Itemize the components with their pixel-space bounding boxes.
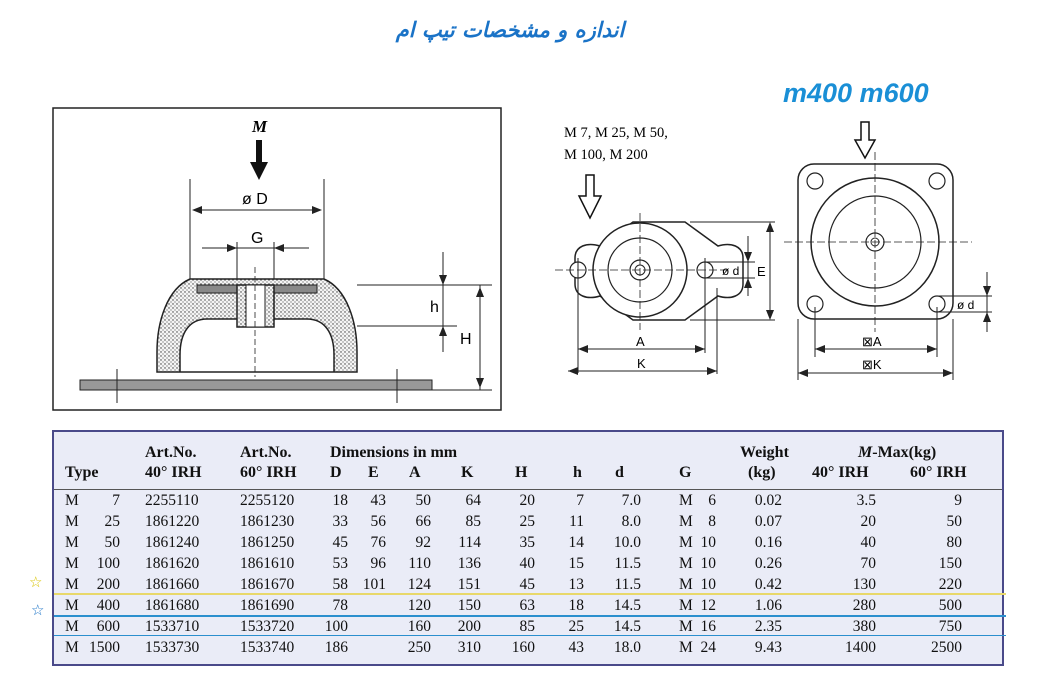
cell-type-prefix: M bbox=[65, 597, 79, 614]
header-irh40: 40° IRH bbox=[145, 464, 202, 481]
cell-g-prefix: M bbox=[679, 534, 693, 551]
cell-m40: 20 bbox=[860, 513, 876, 530]
down-arrow-icon-2 bbox=[855, 122, 875, 158]
cell-A: 66 bbox=[415, 513, 431, 530]
cell-m40: 70 bbox=[860, 555, 876, 572]
cell-g-prefix: M bbox=[679, 639, 693, 656]
thread-bore bbox=[246, 285, 265, 327]
cell-m60: 9 bbox=[954, 492, 962, 509]
sqK-label: ⊠K bbox=[862, 357, 882, 372]
cell-D: 186 bbox=[324, 639, 348, 656]
header-irh60: 60° IRH bbox=[240, 464, 297, 481]
header-art-no-60: Art.No. bbox=[240, 444, 292, 461]
header-mmax-60: 60° IRH bbox=[910, 464, 967, 481]
model-label: m400 m600 bbox=[783, 78, 929, 108]
cell-art60: 1861690 bbox=[240, 597, 295, 614]
cell-weight: 1.06 bbox=[754, 597, 782, 614]
cell-weight: 0.16 bbox=[754, 534, 782, 551]
table-row bbox=[54, 492, 1002, 513]
header-art-no-40: Art.No. bbox=[145, 444, 197, 461]
cell-h: 14 bbox=[568, 534, 584, 551]
cell-H: 45 bbox=[519, 576, 535, 593]
cell-K: 64 bbox=[465, 492, 481, 509]
star-marker-2: ☆ bbox=[31, 601, 45, 619]
table-row bbox=[54, 618, 1002, 639]
table-row bbox=[54, 597, 1002, 618]
cell-g-prefix: M bbox=[679, 492, 693, 509]
cell-g-num: 12 bbox=[700, 597, 716, 614]
sqA-label: ⊠A bbox=[862, 334, 882, 349]
cell-h: 18 bbox=[568, 597, 584, 614]
cell-art60: 1861250 bbox=[240, 534, 295, 551]
cell-h: 43 bbox=[568, 639, 584, 656]
cell-D: 100 bbox=[324, 618, 348, 635]
cell-d: 7.0 bbox=[621, 492, 641, 509]
cell-m60: 220 bbox=[938, 576, 962, 593]
d-label-square: ø d bbox=[957, 298, 975, 312]
cell-D: 45 bbox=[332, 534, 348, 551]
header-kg: (kg) bbox=[748, 464, 776, 481]
cell-d: 18.0 bbox=[613, 639, 641, 656]
spec-table bbox=[52, 430, 1004, 666]
header-d: d bbox=[615, 464, 624, 481]
cell-g-prefix: M bbox=[679, 576, 693, 593]
header-K: K bbox=[461, 464, 474, 481]
cell-weight: 0.42 bbox=[754, 576, 782, 593]
page-title: اندازه و مشخصات تیپ ام bbox=[395, 18, 625, 42]
cell-type-num: 600 bbox=[96, 618, 120, 635]
cell-art60: 1861670 bbox=[240, 576, 295, 593]
cell-type-prefix: M bbox=[65, 492, 79, 509]
table-row bbox=[54, 639, 1002, 660]
cell-d: 11.5 bbox=[614, 576, 641, 593]
cell-g-num: 16 bbox=[700, 618, 716, 635]
force-label: M bbox=[252, 117, 268, 136]
header-divider bbox=[54, 489, 1002, 490]
cell-K: 85 bbox=[465, 513, 481, 530]
cell-type-num: 100 bbox=[96, 555, 120, 572]
cell-type-num: 200 bbox=[96, 576, 120, 593]
cell-m60: 2500 bbox=[931, 639, 962, 656]
cell-m40: 280 bbox=[852, 597, 876, 614]
cell-g-prefix: M bbox=[679, 597, 693, 614]
cell-type-num: 25 bbox=[104, 513, 120, 530]
cell-g-num: 10 bbox=[700, 555, 716, 572]
header-H: H bbox=[515, 464, 528, 481]
cell-m60: 750 bbox=[938, 618, 962, 635]
cell-m40: 40 bbox=[860, 534, 876, 551]
cell-h: 13 bbox=[568, 576, 584, 593]
header-E: E bbox=[368, 464, 379, 481]
cell-H: 63 bbox=[519, 597, 535, 614]
cell-g-num: 10 bbox=[700, 534, 716, 551]
cell-art40: 1533730 bbox=[145, 639, 200, 656]
cell-weight: 0.07 bbox=[754, 513, 782, 530]
cell-K: 151 bbox=[457, 576, 481, 593]
cell-K: 200 bbox=[457, 618, 481, 635]
small-types-line1: M 7, M 25, M 50, bbox=[564, 125, 668, 141]
cell-H: 85 bbox=[519, 618, 535, 635]
small-types-drawing bbox=[545, 118, 790, 383]
cell-art40: 1861220 bbox=[145, 513, 200, 530]
cell-g-prefix: M bbox=[679, 555, 693, 572]
cell-K: 136 bbox=[457, 555, 481, 572]
cell-H: 25 bbox=[519, 513, 535, 530]
cell-m40: 130 bbox=[852, 576, 876, 593]
header-mmax: M-Max(kg) bbox=[858, 444, 937, 461]
cell-g-num: 8 bbox=[708, 513, 716, 530]
cell-type-num: 50 bbox=[104, 534, 120, 551]
header-weight: Weight bbox=[740, 444, 789, 461]
h-label: h bbox=[430, 299, 439, 316]
table-row bbox=[54, 534, 1002, 555]
cell-h: 11 bbox=[569, 513, 584, 530]
cell-A: 250 bbox=[407, 639, 431, 656]
square-flange-drawing bbox=[776, 112, 1006, 397]
down-arrow-icon bbox=[579, 175, 601, 218]
cell-art60: 2255120 bbox=[240, 492, 295, 509]
header-h: h bbox=[573, 464, 582, 481]
cell-A: 120 bbox=[407, 597, 431, 614]
cell-art40: 1861680 bbox=[145, 597, 200, 614]
cell-H: 160 bbox=[511, 639, 535, 656]
cell-m40: 380 bbox=[852, 618, 876, 635]
dia-D-label: ø D bbox=[242, 191, 268, 208]
header-D: D bbox=[330, 464, 342, 481]
cell-H: 20 bbox=[519, 492, 535, 509]
cell-D: 58 bbox=[332, 576, 348, 593]
cell-type-prefix: M bbox=[65, 555, 79, 572]
cell-d: 8.0 bbox=[621, 513, 641, 530]
cell-K: 310 bbox=[457, 639, 481, 656]
cell-K: 150 bbox=[457, 597, 481, 614]
table-row bbox=[54, 513, 1002, 534]
table-row bbox=[54, 555, 1002, 576]
cell-A: 92 bbox=[415, 534, 431, 551]
cell-d: 11.5 bbox=[614, 555, 641, 572]
cell-A: 124 bbox=[407, 576, 431, 593]
cell-art60: 1533720 bbox=[240, 618, 295, 635]
header-dimensions: Dimensions in mm bbox=[330, 444, 458, 461]
cell-d: 10.0 bbox=[613, 534, 641, 551]
cell-h: 25 bbox=[568, 618, 584, 635]
cell-art40: 1861620 bbox=[145, 555, 200, 572]
cell-g-num: 6 bbox=[708, 492, 716, 509]
header-G: G bbox=[679, 464, 692, 481]
cell-g-num: 10 bbox=[700, 576, 716, 593]
H-label: H bbox=[460, 331, 472, 348]
cell-D: 33 bbox=[332, 513, 348, 530]
cell-type-prefix: M bbox=[65, 534, 79, 551]
cell-weight: 9.43 bbox=[754, 639, 782, 656]
cell-art40: 2255110 bbox=[145, 492, 199, 509]
star-marker-1: ☆ bbox=[29, 573, 43, 591]
cell-K: 114 bbox=[458, 534, 481, 551]
cell-m40: 3.5 bbox=[856, 492, 876, 509]
cell-type-num: 400 bbox=[96, 597, 120, 614]
cell-type-prefix: M bbox=[65, 513, 79, 530]
cell-D: 78 bbox=[332, 597, 348, 614]
cell-g-prefix: M bbox=[679, 618, 693, 635]
header-mmax-40: 40° IRH bbox=[812, 464, 869, 481]
cell-art60: 1533740 bbox=[240, 639, 295, 656]
cell-g-num: 24 bbox=[700, 639, 716, 656]
cell-weight: 0.02 bbox=[754, 492, 782, 509]
header-type: Type bbox=[65, 464, 99, 481]
cell-type-prefix: M bbox=[65, 639, 79, 656]
d-label-small: ø d bbox=[722, 264, 740, 278]
cell-art60: 1861230 bbox=[240, 513, 295, 530]
cell-weight: 0.26 bbox=[754, 555, 782, 572]
cell-type-prefix: M bbox=[65, 618, 79, 635]
cell-h: 7 bbox=[576, 492, 584, 509]
cell-m60: 80 bbox=[946, 534, 962, 551]
header-A: A bbox=[409, 464, 421, 481]
cell-d: 14.5 bbox=[613, 618, 641, 635]
cell-art60: 1861610 bbox=[240, 555, 295, 572]
cell-E: 96 bbox=[370, 555, 386, 572]
cell-g-prefix: M bbox=[679, 513, 693, 530]
drawing-frame bbox=[53, 108, 501, 410]
cell-type-num: 1500 bbox=[89, 639, 120, 656]
cell-E: 76 bbox=[370, 534, 386, 551]
cell-art40: 1533710 bbox=[145, 618, 200, 635]
cell-E: 101 bbox=[362, 576, 386, 593]
cell-m60: 500 bbox=[938, 597, 962, 614]
cell-D: 53 bbox=[332, 555, 348, 572]
cell-A: 110 bbox=[408, 555, 431, 572]
cell-E: 43 bbox=[370, 492, 386, 509]
cell-E: 56 bbox=[370, 513, 386, 530]
G-label: G bbox=[251, 230, 264, 247]
cell-type-prefix: M bbox=[65, 576, 79, 593]
cell-A: 50 bbox=[415, 492, 431, 509]
cell-d: 14.5 bbox=[613, 597, 641, 614]
cell-m60: 50 bbox=[946, 513, 962, 530]
small-types-line2: M 100, M 200 bbox=[564, 147, 648, 163]
A-label: A bbox=[636, 334, 645, 349]
E-label: E bbox=[757, 264, 766, 279]
cell-m40: 1400 bbox=[845, 639, 876, 656]
table-row bbox=[54, 576, 1002, 597]
cell-type-num: 7 bbox=[112, 492, 120, 509]
K-label: K bbox=[637, 356, 646, 371]
cell-art40: 1861240 bbox=[145, 534, 200, 551]
cell-H: 40 bbox=[519, 555, 535, 572]
cross-section-drawing bbox=[52, 107, 502, 413]
cell-art40: 1861660 bbox=[145, 576, 200, 593]
base-plate bbox=[80, 380, 432, 390]
cell-D: 18 bbox=[332, 492, 348, 509]
cell-weight: 2.35 bbox=[754, 618, 782, 635]
cell-h: 15 bbox=[568, 555, 584, 572]
cell-m60: 150 bbox=[938, 555, 962, 572]
cell-A: 160 bbox=[407, 618, 431, 635]
cell-H: 35 bbox=[519, 534, 535, 551]
